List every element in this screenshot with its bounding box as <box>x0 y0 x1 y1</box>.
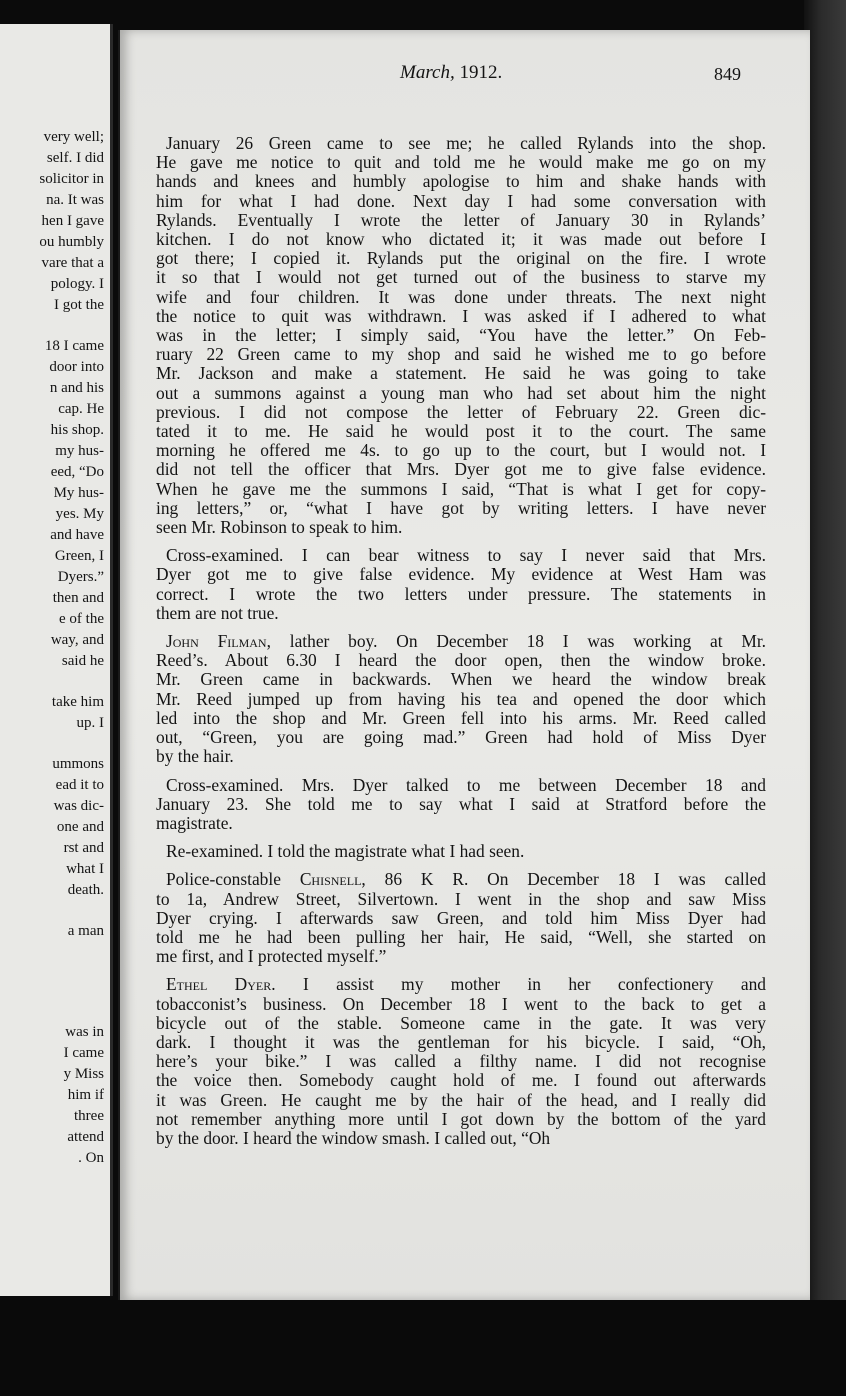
line-text: Rylands. Eventually I wrote the letter of January 30 in Rylands’ <box>156 209 766 230</box>
text-line <box>156 890 766 909</box>
line-text: January 23. She told me to say what I said at Stratford before the <box>156 793 766 814</box>
previous-page-line: rst and <box>63 840 104 856</box>
text-line <box>156 565 766 584</box>
text-line <box>156 1091 766 1110</box>
paragraph <box>156 975 766 1148</box>
speaker-name: John Filman, <box>166 631 271 652</box>
previous-page-line: I came <box>63 1045 104 1061</box>
previous-page-line: yes. My <box>55 506 104 522</box>
previous-page-line: ummons <box>52 756 104 772</box>
text-line <box>156 480 766 499</box>
text-line <box>156 134 766 153</box>
previous-page-line: solicitor in <box>39 171 104 187</box>
paragraph <box>156 776 766 834</box>
text-line <box>156 1110 766 1129</box>
text-line <box>156 546 766 565</box>
speaker-name: Ethel Dyer. <box>166 974 276 995</box>
text-line <box>156 364 766 383</box>
previous-page-line: then and <box>52 590 104 606</box>
text-line <box>156 690 766 709</box>
text-line <box>156 747 766 766</box>
text-line <box>156 460 766 479</box>
body-text <box>156 134 766 1148</box>
line-text: previous. I did not compose the letter of February 22. Green dic- <box>156 401 766 422</box>
previous-page-line: and have <box>50 527 104 543</box>
previous-page-line: e of the <box>59 611 104 627</box>
previous-page-line: was in <box>65 1024 104 1040</box>
paragraph <box>156 870 766 966</box>
text-line <box>156 192 766 211</box>
line-text: got there; I copied it. Rylands put the original on the fire. I wrote <box>156 248 766 269</box>
previous-page-line: y Miss <box>63 1066 104 1082</box>
text-line <box>156 268 766 287</box>
line-text: wife and four children. It was done under threats. The next night <box>156 286 766 307</box>
previous-page-line: one and <box>56 819 104 835</box>
text-line <box>156 499 766 518</box>
text-line <box>156 384 766 403</box>
previous-page-line: door into <box>49 359 104 375</box>
line-text: Mr. Green came in backwards. When we heard the window break <box>156 669 766 690</box>
line-text: Mr. Reed jumped up from having his tea and opened the door which <box>156 688 766 709</box>
previous-page-line: Green, I <box>54 548 104 564</box>
previous-page-line: 18 I came <box>44 338 104 354</box>
previous-page-line: very well; <box>43 129 104 145</box>
previous-page-line: his shop. <box>50 422 104 438</box>
previous-page-line: vare that a <box>41 255 104 271</box>
previous-page-line: pology. I <box>50 276 104 292</box>
line-text: seen Mr. Robinson to speak to him. <box>156 517 403 538</box>
line-text: bicycle out of the stable. Someone came in the gate. It was very <box>156 1012 766 1033</box>
line-text: Re-examined. I told the magistrate what I had seen. <box>166 841 525 862</box>
previous-page-line: death. <box>67 882 104 898</box>
text-line <box>156 670 766 689</box>
previous-page-line: up. I <box>76 715 104 731</box>
paragraph <box>156 632 766 766</box>
line-text: tated it to me. He said he would post it to the court. The same <box>156 421 766 442</box>
text-line <box>156 651 766 670</box>
line-text: Cross-examined. I can bear witness to say I never said that Mrs. <box>166 545 766 566</box>
speaker-name: Chisnell, <box>299 869 366 890</box>
line-text: 86 K R. On December 18 I was called <box>365 869 766 890</box>
line-text: magistrate. <box>156 812 233 833</box>
bottom-background <box>0 1300 846 1396</box>
line-text: by the door. I heard the window smash. I called out, “Oh <box>156 1127 551 1148</box>
previous-page-line: hen I gave <box>41 213 104 229</box>
text-line <box>156 211 766 230</box>
previous-page-line: take him <box>51 694 104 710</box>
paragraph <box>156 134 766 537</box>
previous-page-line: cap. He <box>58 401 104 417</box>
text-line <box>156 441 766 460</box>
previous-page-fragment <box>0 24 113 1296</box>
paragraph <box>156 546 766 623</box>
text-line <box>156 307 766 326</box>
previous-page-line: attend <box>67 1129 104 1145</box>
line-text: them are not true. <box>156 602 279 623</box>
previous-page-line: what I <box>66 861 104 877</box>
line-text: it so that I would not get turned out of the business to starve my <box>156 267 766 288</box>
line-text: me first, and I protected myself.” <box>156 946 387 967</box>
line-text: the notice to quit was withdrawn. I was asked if I adhered to what <box>156 305 766 326</box>
line-text: Mr. Jackson and make a statement. He said he was going to take <box>156 363 766 384</box>
line-text: the voice then. Somebody caught hold of me. I found out afterwards <box>156 1070 766 1091</box>
text-line <box>156 1014 766 1033</box>
text-line <box>156 975 766 994</box>
text-line <box>156 709 766 728</box>
line-text: kitchen. I do not know who dictated it; it was made out before I <box>156 229 766 250</box>
text-line <box>156 604 766 623</box>
line-text: told me he had been pulling her hair, He said, “Well, she started on <box>156 926 766 947</box>
text-line <box>156 928 766 947</box>
text-line <box>156 795 766 814</box>
text-line <box>156 153 766 172</box>
previous-page-line: My hus- <box>53 485 104 501</box>
line-text: He gave me notice to quit and told me he would make me go on my <box>156 152 766 173</box>
previous-page-line: ead it to <box>55 777 104 793</box>
line-text: Cross-examined. Mrs. Dyer talked to me between December 18 and <box>166 774 766 795</box>
paragraph <box>156 842 766 861</box>
previous-page-line: Dyers.” <box>57 569 104 585</box>
line-text: did not tell the officer that Mrs. Dyer got me to give false evidence. <box>156 459 766 480</box>
previous-page-line: eed, “Do <box>50 464 104 480</box>
text-line <box>156 1129 766 1148</box>
text-line <box>156 870 766 889</box>
line-text: to 1a, Andrew Street, Silvertown. I went in the shop and saw Miss <box>156 888 766 909</box>
text-line <box>156 1052 766 1071</box>
line-text: hands and knees and humbly apologise to him and shake hands with <box>156 171 766 192</box>
text-line <box>156 814 766 833</box>
line-text: correct. I wrote the two letters under pressure. The statements in <box>156 583 766 604</box>
text-line <box>156 776 766 795</box>
previous-page-line: I got the <box>54 297 104 313</box>
text-line <box>156 947 766 966</box>
line-text: led into the shop and Mr. Green fell into his arms. Mr. Reed called <box>156 707 766 728</box>
text-line <box>156 172 766 191</box>
line-text: Dyer got me to give false evidence. My evidence at West Ham was <box>156 564 766 585</box>
text-line <box>156 230 766 249</box>
previous-page-line: way, and <box>50 632 104 648</box>
previous-page-line: n and his <box>49 380 104 396</box>
line-text: out a summons against a young man who had set about him the night <box>156 382 766 403</box>
line-text: out, “Green, you are going mad.” Green had hold of Miss Dyer <box>156 727 766 748</box>
text-line <box>156 326 766 345</box>
line-text: When he gave me the summons I said, “That is what I get for copy- <box>156 478 766 499</box>
text-line <box>156 249 766 268</box>
previous-page-line: . On <box>78 1150 104 1166</box>
previous-page-line: three <box>74 1108 104 1124</box>
line-text: here’s your bike.” I was called a filthy name. I did not recognise <box>156 1051 766 1072</box>
text-line <box>156 518 766 537</box>
text-line <box>156 345 766 364</box>
speaker-title: Police-constable <box>166 869 300 890</box>
running-head-date: March, 1912. <box>400 62 503 83</box>
line-text: him for what I had done. Next day I had some conversation with <box>156 190 766 211</box>
text-line <box>156 1033 766 1052</box>
line-text: I assist my mother in her confectionery and <box>275 974 766 995</box>
previous-page-line: ou humbly <box>39 234 104 250</box>
text-line <box>156 585 766 604</box>
line-text: it was Green. He caught me by the hair of the head, and I really did <box>156 1089 766 1110</box>
previous-page-line: a man <box>67 923 104 939</box>
text-line <box>156 403 766 422</box>
previous-page-line: said he <box>61 653 104 669</box>
line-text: Dyer crying. I afterwards saw Green, and told him Miss Dyer had <box>156 907 766 928</box>
line-text: tobacconist’s business. On December 18 I went to the back to get a <box>156 993 766 1014</box>
previous-page-line: him if <box>67 1087 104 1103</box>
text-line <box>156 632 766 651</box>
line-text: January 26 Green came to see me; he called Rylands into the shop. <box>166 133 766 153</box>
text-line <box>156 728 766 747</box>
text-line <box>156 909 766 928</box>
line-text: ruary 22 Green came to my shop and said he wished me to go before <box>156 344 766 365</box>
page-number: 849 <box>714 64 741 84</box>
previous-page-line: self. I did <box>46 150 104 166</box>
text-line <box>156 842 766 861</box>
text-line <box>156 422 766 441</box>
line-text: not remember anything more until I got down by the bottom of the yard <box>156 1108 766 1129</box>
line-text: Reed’s. About 6.30 I heard the door open, then the window broke. <box>156 650 766 671</box>
text-line <box>156 1071 766 1090</box>
line-text: dark. I thought it was the gentleman for his bicycle. I said, “Oh, <box>156 1031 766 1052</box>
previous-page-line: was dic- <box>53 798 104 814</box>
previous-page-line: my hus- <box>55 443 104 459</box>
line-text: ing letters,” or, “what I have got by writing letters. I have never <box>156 497 766 518</box>
line-text: was in the letter; I simply said, “You have the letter.” On Feb- <box>156 325 766 346</box>
previous-page-line: na. It was <box>46 192 104 208</box>
text-line <box>156 288 766 307</box>
text-line <box>156 995 766 1014</box>
line-text: by the hair. <box>156 746 234 767</box>
line-text: morning he offered me 4s. to go up to the court, but I would not. I <box>156 440 766 461</box>
table-edge <box>804 0 846 1396</box>
line-text: lather boy. On December 18 I was working at Mr. <box>270 631 767 652</box>
running-head <box>400 62 741 92</box>
